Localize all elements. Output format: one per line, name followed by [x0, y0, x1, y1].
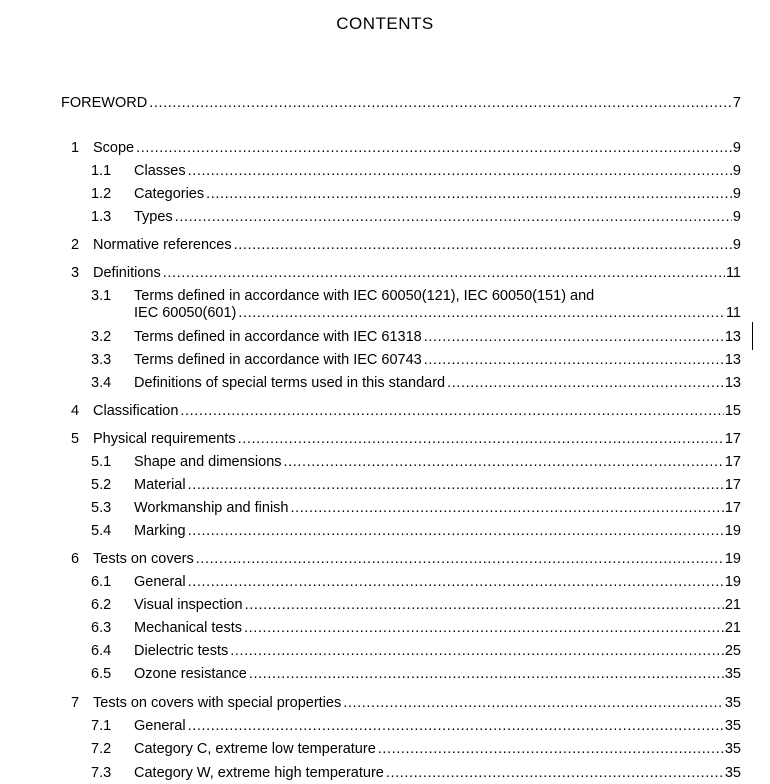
dot-leader [447, 374, 724, 392]
toc-entry-title: FOREWORD [61, 95, 148, 111]
dot-leader [180, 402, 723, 420]
toc-entry-title: Dielectric tests [134, 643, 229, 659]
toc-entry-title: Category W, extreme high temperature [134, 765, 384, 781]
toc-entry-page: 35 [724, 695, 741, 711]
dot-leader [424, 328, 724, 346]
toc-entry-title: Mechanical tests [134, 620, 242, 636]
toc-entry-number: 7.2 [91, 741, 112, 757]
toc-entry-number: 1.1 [91, 163, 112, 179]
toc-entry-title: General [134, 574, 186, 590]
toc-entry-number: 1 [71, 140, 80, 156]
toc-entry-number: 3.2 [91, 329, 112, 345]
toc-entry-page: 17 [724, 500, 741, 516]
toc-entry-page: 9 [732, 163, 741, 179]
dot-leader [245, 596, 724, 614]
toc-entry-title: Workmanship and finish [134, 500, 289, 516]
dot-leader [378, 740, 724, 758]
dot-leader [424, 351, 724, 369]
toc-entry-title: Classification [93, 403, 179, 419]
toc-entry-page: 11 [725, 265, 741, 281]
toc-entry-number: 7 [71, 695, 80, 711]
toc-entry-page: 35 [724, 666, 741, 682]
dot-leader [343, 694, 724, 712]
dot-leader [188, 717, 724, 735]
toc-entry-page: 19 [724, 551, 741, 567]
dot-leader [244, 619, 724, 637]
dot-leader [188, 522, 724, 540]
toc-entry-page: 13 [724, 329, 741, 345]
dot-leader [196, 550, 724, 568]
toc-entry-number: 3.4 [91, 375, 112, 391]
toc-entry-page: 19 [724, 574, 741, 590]
dot-leader [238, 430, 724, 448]
toc-entry-page: 21 [724, 620, 741, 636]
toc-entry-title: Tests on covers [93, 551, 194, 567]
toc-entry-number: 2 [71, 237, 80, 253]
dot-leader [249, 665, 724, 683]
toc-entry-title: Tests on covers with special properties [93, 695, 342, 711]
toc-entry-title: Marking [134, 523, 186, 539]
toc-entry-number: 1.3 [91, 209, 112, 225]
toc-entry-page: 15 [724, 403, 741, 419]
toc-entry-page: 9 [732, 140, 741, 156]
toc-entry-number: 5.1 [91, 454, 112, 470]
dot-leader [238, 304, 725, 322]
toc-entry-number: 6.2 [91, 597, 112, 613]
toc-entry-page: 17 [724, 454, 741, 470]
toc-entry-title: Types [134, 209, 173, 225]
dot-leader [386, 764, 724, 782]
toc-entry-number: 3.1 [91, 288, 112, 304]
toc-entry-title: Visual inspection [134, 597, 243, 613]
dot-leader [188, 476, 724, 494]
toc-entry-page: 35 [724, 718, 741, 734]
toc-entry-title: Material [134, 477, 186, 493]
dot-leader [149, 94, 732, 112]
toc-entry-page: 11 [725, 305, 741, 321]
toc-entry-title-continued: IEC 60050(601) [134, 305, 237, 321]
toc-entry-number: 5.2 [91, 477, 112, 493]
toc-entry-title: Physical requirements [93, 431, 236, 447]
toc-entry-title: Terms defined in accordance with IEC 60743 [134, 352, 422, 368]
toc-entry-title: Shape and dimensions [134, 454, 282, 470]
toc-entry-number: 5.3 [91, 500, 112, 516]
toc-entry-page: 9 [732, 209, 741, 225]
dot-leader [188, 573, 724, 591]
toc-entry-number: 6.1 [91, 574, 112, 590]
dot-leader [230, 642, 724, 660]
toc-entry-number: 4 [71, 403, 80, 419]
toc-entry-title: Ozone resistance [134, 666, 247, 682]
dot-leader [188, 162, 732, 180]
toc-entry-number: 6.4 [91, 643, 112, 659]
toc-entry-title: Categories [134, 186, 205, 202]
toc-entry-title: Terms defined in accordance with IEC 60050(121), IEC 60050(151) and [134, 288, 595, 304]
dot-leader [290, 499, 723, 517]
toc-entry-title: Classes [134, 163, 186, 179]
toc-entry-number: 7.1 [91, 718, 112, 734]
toc-entry-page: 35 [724, 741, 741, 757]
toc-entry-title: Scope [93, 140, 135, 156]
dot-leader [234, 236, 732, 254]
toc-entry-number: 3.3 [91, 352, 112, 368]
dot-leader [163, 264, 725, 282]
toc-entry-number: 5 [71, 431, 80, 447]
toc-entry-number: 7.3 [91, 765, 112, 781]
dot-leader [284, 453, 724, 471]
change-bar [752, 322, 753, 350]
toc-entry-page: 13 [724, 375, 741, 391]
toc-entry-page: 17 [724, 431, 741, 447]
toc-entry-title: Terms defined in accordance with IEC 61318 [134, 329, 422, 345]
toc-entry-title: Definitions [93, 265, 161, 281]
toc-entry-page: 13 [724, 352, 741, 368]
toc-entry-page: 35 [724, 765, 741, 781]
toc-entry-number: 6 [71, 551, 80, 567]
dot-leader [136, 139, 732, 157]
toc-entry-number: 3 [71, 265, 80, 281]
toc-entry-number: 6.5 [91, 666, 112, 682]
toc-entry-number: 5.4 [91, 523, 112, 539]
toc-entry-number: 6.3 [91, 620, 112, 636]
toc-entry-page: 7 [732, 95, 741, 111]
page-title: CONTENTS [336, 14, 434, 33]
toc-entry-page: 25 [724, 643, 741, 659]
toc-entry-number: 1.2 [91, 186, 112, 202]
toc-entry-title: Category C, extreme low temperature [134, 741, 376, 757]
dot-leader [175, 208, 732, 226]
toc-entry-title: General [134, 718, 186, 734]
toc-entry-page: 9 [732, 237, 741, 253]
toc-entry-title: Normative references [93, 237, 232, 253]
toc-entry-title: Definitions of special terms used in this standard [134, 375, 446, 391]
toc-entry-page: 19 [724, 523, 741, 539]
toc-entry-page: 21 [724, 597, 741, 613]
toc-entry-page: 9 [732, 186, 741, 202]
toc-entry-page: 17 [724, 477, 741, 493]
dot-leader [206, 185, 732, 203]
